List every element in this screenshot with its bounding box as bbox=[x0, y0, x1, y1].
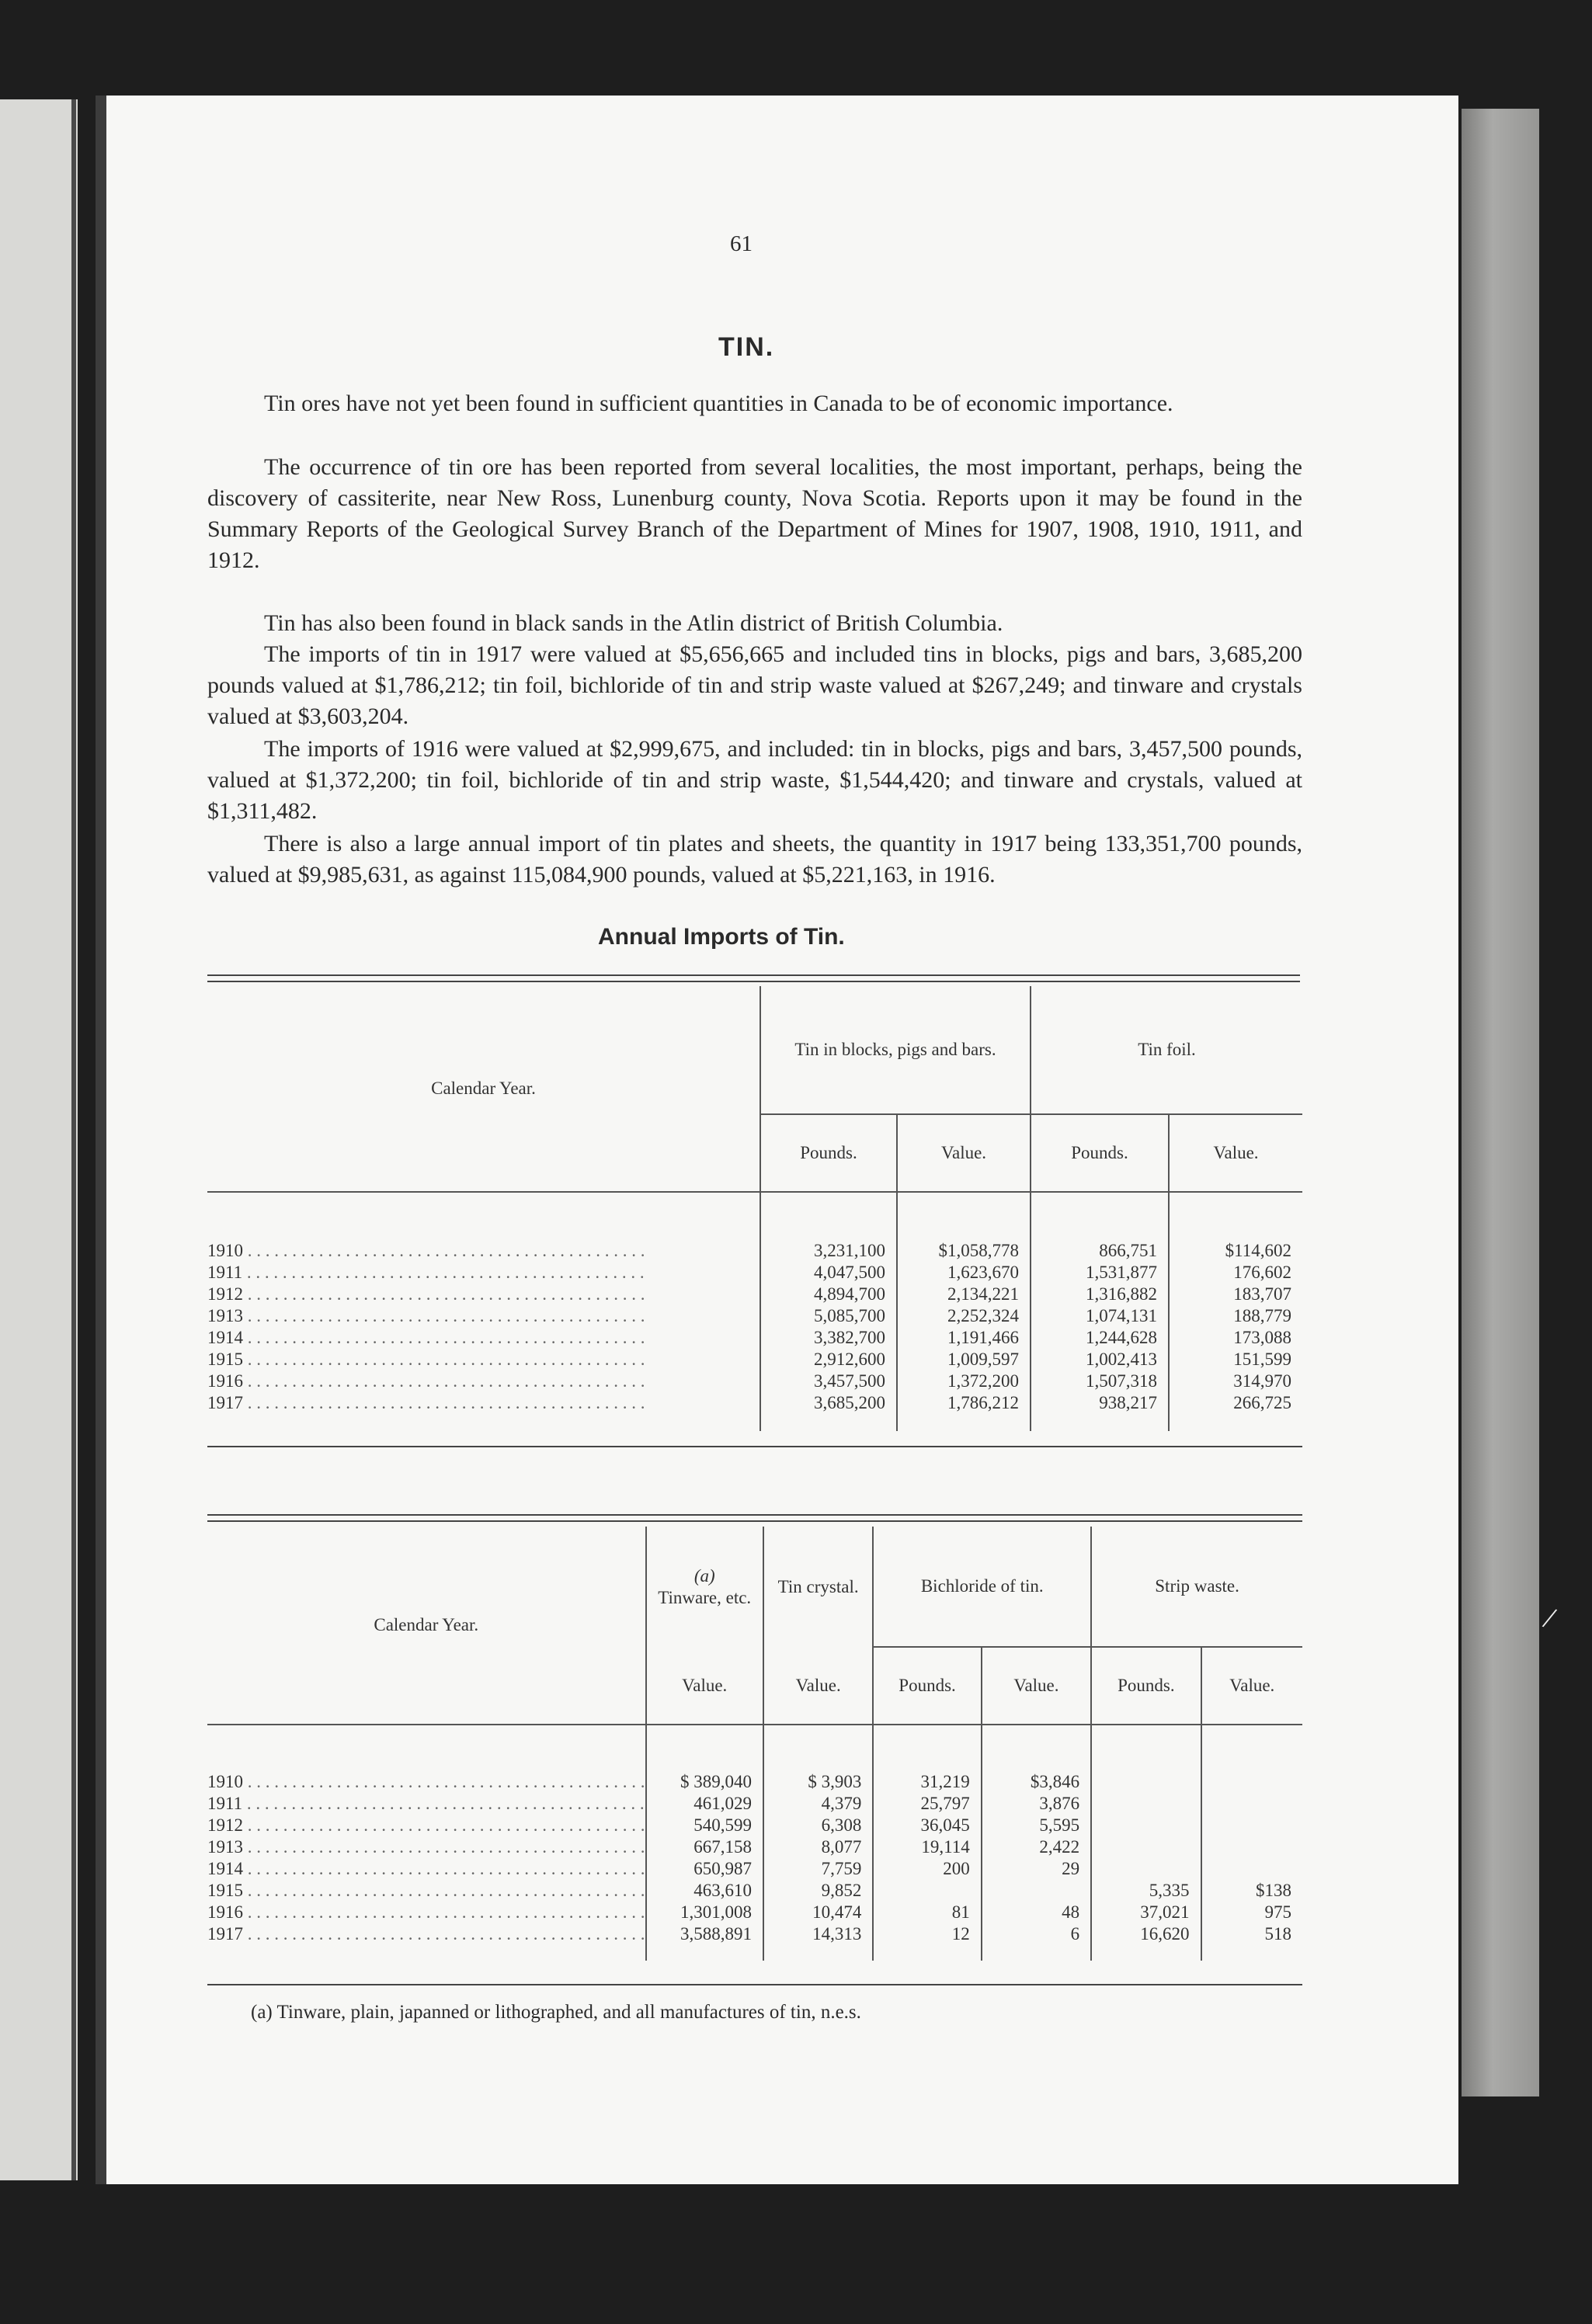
table1-group-blocks: Tin in blocks, pigs and bars. bbox=[760, 986, 1031, 1114]
table-caption: Annual Imports of Tin. bbox=[598, 924, 845, 950]
table2-col-value-6: Value. bbox=[1201, 1647, 1302, 1725]
table2 bbox=[207, 1527, 1302, 1961]
row-cell-6: 975 bbox=[1201, 1902, 1302, 1923]
row-cell-3: 1,531,877 bbox=[1031, 1262, 1169, 1284]
row-cell-2: 6,308 bbox=[763, 1815, 873, 1836]
row-cell-6 bbox=[1201, 1858, 1302, 1880]
table2-top-rule bbox=[207, 1514, 1302, 1522]
row-cell-1: 650,987 bbox=[646, 1858, 763, 1880]
row-year-label: 1910 . . . bbox=[207, 1241, 645, 1260]
row-year bbox=[207, 1858, 646, 1880]
row-cell-4: $3,846 bbox=[982, 1771, 1091, 1793]
row-year bbox=[207, 1349, 760, 1370]
table2-col-value-4: Value. bbox=[982, 1647, 1091, 1725]
row-cell-3: 25,797 bbox=[873, 1793, 981, 1815]
row-cell-3: 1,507,318 bbox=[1031, 1370, 1169, 1392]
row-cell-2: 2,252,324 bbox=[897, 1305, 1031, 1327]
row-year bbox=[207, 1836, 646, 1858]
row-year-label: 1917 . . . bbox=[207, 1924, 645, 1944]
paragraph-1: Tin ores have not yet been found in sufficient quantities in Canada to be of economic importance. bbox=[264, 391, 1173, 416]
row-cell-3: 31,219 bbox=[873, 1771, 981, 1793]
row-cell-1: 3,685,200 bbox=[760, 1392, 897, 1414]
table-row bbox=[207, 1327, 1302, 1349]
table2-col-value-2: Value. bbox=[763, 1647, 873, 1725]
table2-bichloride-header: Bichloride of tin. bbox=[873, 1527, 1091, 1647]
row-cell-1: 1,301,008 bbox=[646, 1902, 763, 1923]
row-cell-4: 3,876 bbox=[982, 1793, 1091, 1815]
row-cell-3: 1,244,628 bbox=[1031, 1327, 1169, 1349]
row-cell-1: $ 389,040 bbox=[646, 1771, 763, 1793]
page-title: TIN. bbox=[718, 332, 775, 362]
table1-col-pounds-2: Pounds. bbox=[1031, 1114, 1169, 1192]
footnote: (a) Tinware, plain, japanned or lithographed, and all manufactures of tin, n.e.s. bbox=[251, 2002, 861, 2023]
row-cell-1: 4,047,500 bbox=[760, 1262, 897, 1284]
row-cell-2: 1,009,597 bbox=[897, 1349, 1031, 1370]
table-row bbox=[207, 1349, 1302, 1370]
row-cell-5 bbox=[1091, 1858, 1201, 1880]
row-year bbox=[207, 1923, 646, 1945]
row-year bbox=[207, 1793, 646, 1815]
row-year-label: 1915 . . . bbox=[207, 1881, 645, 1900]
page-edge-shadow bbox=[71, 99, 76, 2180]
row-cell-3: 19,114 bbox=[873, 1836, 981, 1858]
table-row bbox=[207, 1815, 1302, 1836]
table1-top-rule bbox=[207, 974, 1300, 982]
table-row bbox=[207, 1262, 1302, 1284]
table-row bbox=[207, 1923, 1302, 1945]
row-cell-2: 2,134,221 bbox=[897, 1284, 1031, 1305]
table1-col-value-1: Value. bbox=[897, 1114, 1031, 1192]
table-row bbox=[207, 1836, 1302, 1858]
row-year bbox=[207, 1771, 646, 1793]
row-cell-6 bbox=[1201, 1836, 1302, 1858]
row-year-label: 1912 . . . bbox=[207, 1284, 645, 1304]
row-year-label: 1910 . . . bbox=[207, 1772, 645, 1791]
paragraph-6: There is also a large annual import of tin plates and sheets, the quantity in 1917 being 133,351,700 pounds, valued at $9,985,631, as against 115,084,900 pounds, valued at $5,221,163, in 1916. bbox=[207, 831, 1302, 888]
row-cell-5: 37,021 bbox=[1091, 1902, 1201, 1923]
row-year-label: 1916 . . . bbox=[207, 1371, 645, 1391]
table2-col-value-1: Value. bbox=[646, 1647, 763, 1725]
row-cell-6: $138 bbox=[1201, 1880, 1302, 1902]
row-cell-5 bbox=[1091, 1793, 1201, 1815]
row-cell-1: 3,382,700 bbox=[760, 1327, 897, 1349]
table-row bbox=[207, 1858, 1302, 1880]
row-cell-4: 151,599 bbox=[1169, 1349, 1302, 1370]
row-year-label: 1914 . . . bbox=[207, 1328, 645, 1347]
adjacent-page-left bbox=[0, 99, 78, 2180]
row-cell-1: 463,610 bbox=[646, 1880, 763, 1902]
row-cell-3: 200 bbox=[873, 1858, 981, 1880]
row-year-label: 1917 . . . bbox=[207, 1393, 645, 1412]
row-cell-4 bbox=[982, 1880, 1091, 1902]
row-cell-1: 5,085,700 bbox=[760, 1305, 897, 1327]
row-cell-4: 29 bbox=[982, 1858, 1091, 1880]
row-cell-2: $ 3,903 bbox=[763, 1771, 873, 1793]
row-cell-2: 10,474 bbox=[763, 1902, 873, 1923]
row-cell-1: 540,599 bbox=[646, 1815, 763, 1836]
row-cell-2: 9,852 bbox=[763, 1880, 873, 1902]
table1-group-foil: Tin foil. bbox=[1031, 986, 1302, 1114]
row-year bbox=[207, 1240, 760, 1262]
row-cell-5 bbox=[1091, 1836, 1201, 1858]
row-cell-6 bbox=[1201, 1815, 1302, 1836]
paragraph-5: The imports of 1916 were valued at $2,999,675, and included: tin in blocks, pigs and bars, 3,457,500 pounds, valued at $1,372,200; tin foil, bichloride of tin and strip waste, $1,544,420; and tinware and crystals, valued at $1,311,482. bbox=[207, 736, 1302, 824]
row-cell-3: 938,217 bbox=[1031, 1392, 1169, 1414]
row-cell-2: 8,077 bbox=[763, 1836, 873, 1858]
table2-year-header: Calendar Year. bbox=[374, 1615, 479, 1634]
row-year bbox=[207, 1305, 760, 1327]
table-row bbox=[207, 1880, 1302, 1902]
row-cell-4: 48 bbox=[982, 1902, 1091, 1923]
row-cell-2: 1,372,200 bbox=[897, 1370, 1031, 1392]
row-cell-3 bbox=[873, 1880, 981, 1902]
row-cell-3: 1,002,413 bbox=[1031, 1349, 1169, 1370]
table-row bbox=[207, 1771, 1302, 1793]
row-year bbox=[207, 1284, 760, 1305]
row-cell-3: 1,074,131 bbox=[1031, 1305, 1169, 1327]
row-cell-3: 36,045 bbox=[873, 1815, 981, 1836]
row-year-label: 1913 . . . bbox=[207, 1306, 645, 1325]
table2-strip-header: Strip waste. bbox=[1091, 1527, 1302, 1647]
table-row bbox=[207, 1240, 1302, 1262]
row-cell-4: 6 bbox=[982, 1923, 1091, 1945]
row-cell-2: 14,313 bbox=[763, 1923, 873, 1945]
row-cell-1: 3,457,500 bbox=[760, 1370, 897, 1392]
row-year bbox=[207, 1262, 760, 1284]
row-cell-2: 1,623,670 bbox=[897, 1262, 1031, 1284]
table1 bbox=[207, 986, 1302, 1431]
row-cell-6: 518 bbox=[1201, 1923, 1302, 1945]
row-cell-1: 2,912,600 bbox=[760, 1349, 897, 1370]
row-cell-4: 266,725 bbox=[1169, 1392, 1302, 1414]
table1-year-header: Calendar Year. bbox=[431, 1079, 536, 1098]
row-year-label: 1913 . . . bbox=[207, 1837, 645, 1857]
page-number: 61 bbox=[730, 231, 753, 256]
row-cell-4: $114,602 bbox=[1169, 1240, 1302, 1262]
row-cell-1: 667,158 bbox=[646, 1836, 763, 1858]
table2-crystal-header: Tin crystal. bbox=[763, 1527, 873, 1647]
row-cell-4: 183,707 bbox=[1169, 1284, 1302, 1305]
row-year bbox=[207, 1902, 646, 1923]
row-cell-1: 3,231,100 bbox=[760, 1240, 897, 1262]
table2-tinware-note: (a) bbox=[693, 1565, 715, 1586]
row-cell-1: 4,894,700 bbox=[760, 1284, 897, 1305]
row-year-label: 1911 . . . bbox=[207, 1794, 645, 1813]
table2-tinware-label: Tinware, etc. bbox=[658, 1587, 752, 1607]
row-cell-5 bbox=[1091, 1815, 1201, 1836]
row-cell-3: 12 bbox=[873, 1923, 981, 1945]
row-cell-2: 7,759 bbox=[763, 1858, 873, 1880]
row-year bbox=[207, 1392, 760, 1414]
paragraph-3: Tin has also been found in black sands in the Atlin district of British Columbia. bbox=[264, 610, 1003, 636]
table1-col-pounds-1: Pounds. bbox=[760, 1114, 897, 1192]
row-cell-5: 5,335 bbox=[1091, 1880, 1201, 1902]
row-cell-5: 16,620 bbox=[1091, 1923, 1201, 1945]
row-cell-4: 188,779 bbox=[1169, 1305, 1302, 1327]
table1-bottom-rule bbox=[207, 1446, 1302, 1447]
row-year bbox=[207, 1327, 760, 1349]
table-row bbox=[207, 1370, 1302, 1392]
row-year-label: 1914 . . . bbox=[207, 1859, 645, 1878]
row-cell-4: 314,970 bbox=[1169, 1370, 1302, 1392]
table2-col-pounds-3: Pounds. bbox=[873, 1647, 981, 1725]
row-year-label: 1911 . . . bbox=[207, 1263, 645, 1282]
table2-tinware-header bbox=[646, 1527, 763, 1647]
table-row bbox=[207, 1902, 1302, 1923]
row-cell-1: 3,588,891 bbox=[646, 1923, 763, 1945]
row-cell-4: 176,602 bbox=[1169, 1262, 1302, 1284]
table2-bottom-rule bbox=[207, 1984, 1302, 1985]
row-cell-2: $1,058,778 bbox=[897, 1240, 1031, 1262]
row-cell-2: 4,379 bbox=[763, 1793, 873, 1815]
adjacent-page-right bbox=[1462, 109, 1539, 2096]
table-row bbox=[207, 1284, 1302, 1305]
row-cell-1: 461,029 bbox=[646, 1793, 763, 1815]
row-year-label: 1915 . . . bbox=[207, 1350, 645, 1369]
row-year bbox=[207, 1370, 760, 1392]
row-cell-4: 173,088 bbox=[1169, 1327, 1302, 1349]
row-cell-2: 1,191,466 bbox=[897, 1327, 1031, 1349]
table-row bbox=[207, 1305, 1302, 1327]
paragraph-2: The occurrence of tin ore has been reported from several localities, the most important, perhaps, being the discovery of cassiterite, near New Ross, Lunenburg county, Nova Scotia. Reports upon it may be found in the Summary Reports of the Geological Survey Branch of the Department of Mines for 1907, 1908, 1910, 1911, and 1912. bbox=[207, 454, 1302, 573]
table1-col-value-2: Value. bbox=[1169, 1114, 1302, 1192]
row-cell-4: 2,422 bbox=[982, 1836, 1091, 1858]
paragraph-4: The imports of tin in 1917 were valued at $5,656,665 and included tins in blocks, pigs and bars, 3,685,200 pounds valued at $1,786,212; tin foil, bichloride of tin and strip waste valued at $267,249; and tinware and crystals valued at $3,603,204. bbox=[207, 641, 1302, 729]
row-cell-3: 81 bbox=[873, 1902, 981, 1923]
row-year-label: 1916 . . . bbox=[207, 1902, 645, 1922]
row-cell-6 bbox=[1201, 1793, 1302, 1815]
table-row bbox=[207, 1392, 1302, 1414]
row-cell-2: 1,786,212 bbox=[897, 1392, 1031, 1414]
row-year-label: 1912 . . . bbox=[207, 1815, 645, 1835]
row-year bbox=[207, 1880, 646, 1902]
table-row bbox=[207, 1793, 1302, 1815]
row-year bbox=[207, 1815, 646, 1836]
table2-col-pounds-5: Pounds. bbox=[1091, 1647, 1201, 1725]
row-cell-6 bbox=[1201, 1771, 1302, 1793]
row-cell-3: 866,751 bbox=[1031, 1240, 1169, 1262]
row-cell-4: 5,595 bbox=[982, 1815, 1091, 1836]
row-cell-5 bbox=[1091, 1771, 1201, 1793]
row-cell-3: 1,316,882 bbox=[1031, 1284, 1169, 1305]
